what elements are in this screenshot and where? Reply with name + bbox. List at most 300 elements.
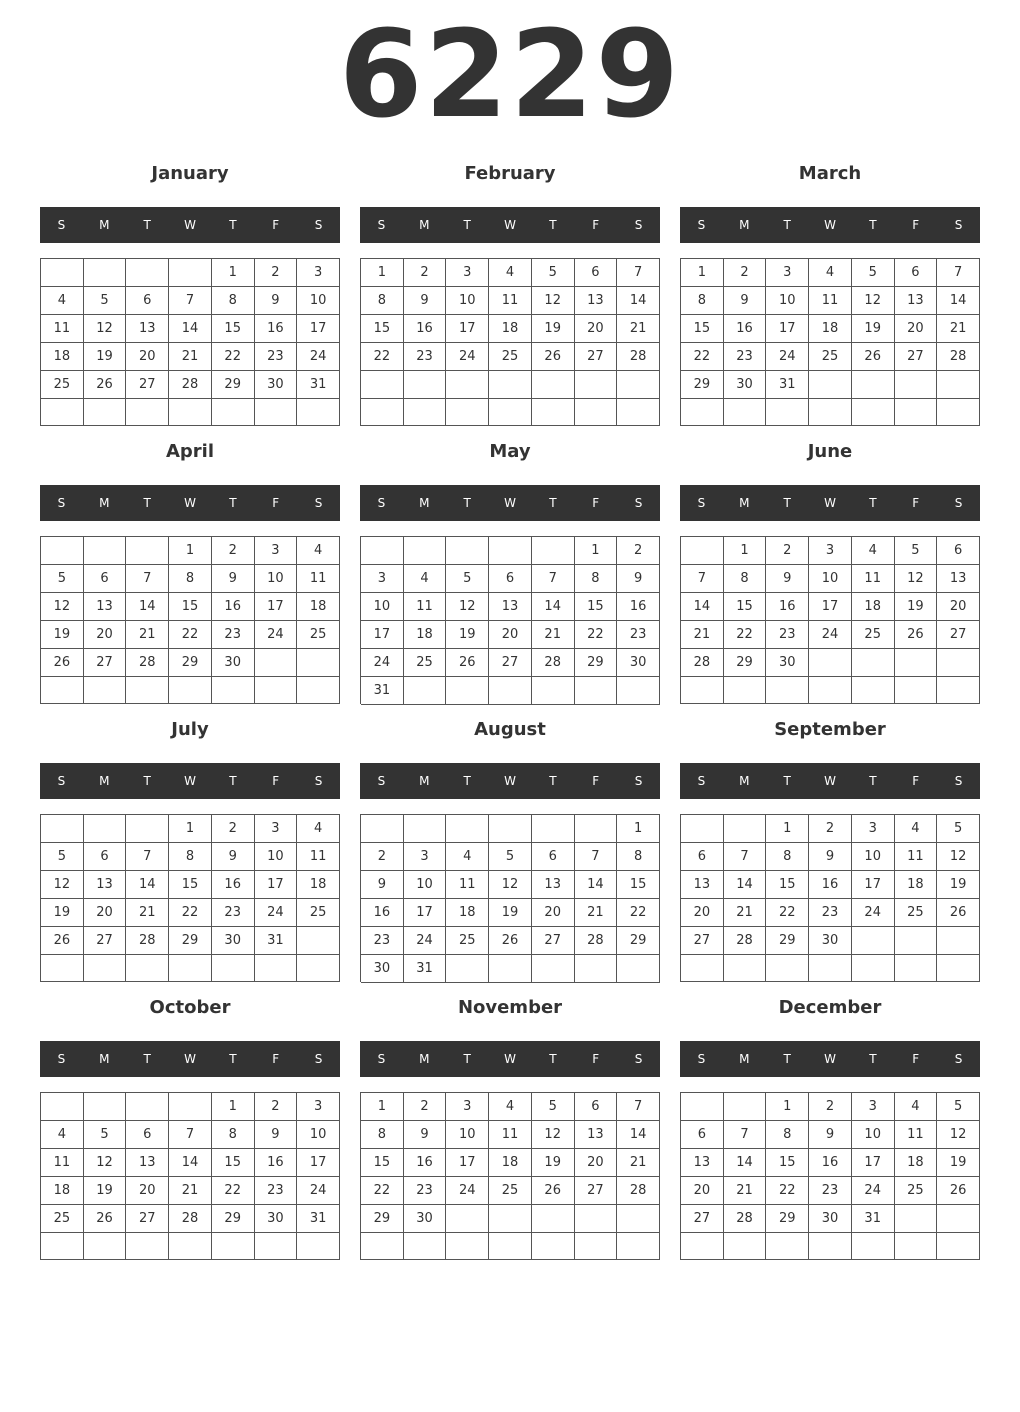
- day-cell: 11: [41, 1149, 84, 1177]
- day-cell: 7: [169, 287, 212, 315]
- empty-day-cell: [41, 677, 84, 704]
- empty-day-cell: [937, 1233, 980, 1260]
- day-cell: 23: [212, 621, 255, 649]
- day-cell: 12: [532, 1121, 575, 1149]
- day-cell: 31: [852, 1205, 895, 1233]
- day-cell: 19: [895, 593, 938, 621]
- weekday-label: F: [272, 218, 280, 232]
- day-cell: 30: [255, 371, 298, 399]
- weekday-label: T: [229, 218, 237, 232]
- day-cell: 14: [681, 593, 724, 621]
- weekday-label: W: [184, 774, 196, 788]
- weekday-header: [360, 1041, 660, 1077]
- day-cell: 18: [852, 593, 895, 621]
- day-cell: 19: [446, 621, 489, 649]
- day-cell: 8: [212, 1121, 255, 1149]
- empty-day-cell: [575, 677, 618, 705]
- day-cell: 12: [84, 315, 127, 343]
- weekday-header: [680, 485, 980, 521]
- weekday-label: T: [869, 1052, 877, 1066]
- weekday-label: W: [504, 774, 516, 788]
- weekday-label: W: [824, 218, 836, 232]
- empty-day-cell: [41, 955, 84, 982]
- day-cell: 9: [809, 843, 852, 871]
- day-cell: 10: [852, 1121, 895, 1149]
- day-cell: 22: [212, 343, 255, 371]
- empty-day-cell: [681, 677, 724, 704]
- day-cell: 1: [169, 537, 212, 565]
- weekday-label: W: [184, 1052, 196, 1066]
- day-cell: 12: [446, 593, 489, 621]
- day-cell: 29: [724, 649, 767, 677]
- weekday-label: T: [783, 218, 791, 232]
- day-cell: 23: [404, 343, 447, 371]
- weekday-label: T: [229, 774, 237, 788]
- day-cell: 8: [361, 1121, 404, 1149]
- day-cell: 17: [297, 315, 340, 343]
- weekday-header: [360, 485, 660, 521]
- empty-day-cell: [297, 677, 340, 704]
- empty-day-cell: [126, 815, 169, 843]
- day-cell: 18: [297, 871, 340, 899]
- day-cell: 27: [895, 343, 938, 371]
- empty-day-cell: [297, 927, 340, 955]
- day-cell: 14: [617, 1121, 660, 1149]
- weekday-label: S: [377, 218, 386, 232]
- weekday-label: T: [143, 1052, 151, 1066]
- day-cell: 28: [575, 927, 618, 955]
- day-cell: 18: [41, 1177, 84, 1205]
- empty-day-cell: [169, 259, 212, 287]
- empty-day-cell: [895, 649, 938, 677]
- day-cell: 13: [681, 871, 724, 899]
- empty-day-cell: [532, 955, 575, 983]
- weekday-label: M: [99, 218, 110, 232]
- weekday-label: F: [272, 774, 280, 788]
- day-cell: 25: [489, 1177, 532, 1205]
- empty-day-cell: [446, 399, 489, 427]
- weekday-label: S: [954, 218, 963, 232]
- day-cell: 19: [852, 315, 895, 343]
- empty-day-cell: [361, 537, 404, 565]
- day-cell: 26: [84, 1205, 127, 1233]
- weekday-label: F: [912, 218, 920, 232]
- day-cell: 24: [255, 899, 298, 927]
- day-cell: 8: [169, 565, 212, 593]
- empty-day-cell: [724, 1093, 767, 1121]
- day-cell: 3: [404, 843, 447, 871]
- day-cell: 25: [809, 343, 852, 371]
- empty-day-cell: [809, 649, 852, 677]
- weekday-label: S: [57, 496, 66, 510]
- day-cell: 29: [169, 649, 212, 677]
- day-cell: 18: [489, 315, 532, 343]
- day-cell: 18: [895, 1149, 938, 1177]
- day-cell: 9: [404, 287, 447, 315]
- day-cell: 15: [575, 593, 618, 621]
- day-cell: 28: [617, 343, 660, 371]
- day-cell: 13: [84, 871, 127, 899]
- day-cell: 11: [895, 843, 938, 871]
- day-cell: 16: [404, 315, 447, 343]
- day-cell: 14: [126, 593, 169, 621]
- empty-day-cell: [297, 399, 340, 426]
- empty-day-cell: [361, 371, 404, 399]
- day-cell: 5: [489, 843, 532, 871]
- weekday-label: M: [419, 496, 430, 510]
- day-cell: 14: [724, 1149, 767, 1177]
- empty-day-cell: [169, 955, 212, 982]
- day-grid: [360, 536, 660, 704]
- empty-day-cell: [681, 1093, 724, 1121]
- day-cell: 24: [404, 927, 447, 955]
- day-cell: 23: [212, 899, 255, 927]
- day-cell: 15: [766, 1149, 809, 1177]
- weekday-label: S: [954, 1052, 963, 1066]
- day-cell: 27: [126, 371, 169, 399]
- weekday-label: T: [869, 774, 877, 788]
- day-cell: 7: [724, 1121, 767, 1149]
- day-cell: 3: [852, 1093, 895, 1121]
- day-cell: 26: [446, 649, 489, 677]
- day-cell: 12: [489, 871, 532, 899]
- day-cell: 18: [895, 871, 938, 899]
- empty-day-cell: [297, 955, 340, 982]
- weekday-label: T: [549, 218, 557, 232]
- day-cell: 24: [446, 1177, 489, 1205]
- day-cell: 14: [724, 871, 767, 899]
- day-grid: [680, 814, 980, 982]
- day-cell: 17: [446, 1149, 489, 1177]
- empty-day-cell: [937, 1205, 980, 1233]
- day-cell: 20: [681, 1177, 724, 1205]
- empty-day-cell: [169, 677, 212, 704]
- empty-day-cell: [575, 1233, 618, 1260]
- day-cell: 8: [617, 843, 660, 871]
- weekday-label: T: [463, 1052, 471, 1066]
- weekday-label: T: [869, 496, 877, 510]
- day-grid: [40, 536, 340, 704]
- weekday-label: T: [783, 774, 791, 788]
- day-cell: 6: [126, 287, 169, 315]
- day-cell: 9: [212, 565, 255, 593]
- empty-day-cell: [575, 1205, 618, 1233]
- month-name: September: [774, 719, 886, 740]
- day-cell: 6: [84, 565, 127, 593]
- day-cell: 15: [766, 871, 809, 899]
- weekday-label: T: [869, 218, 877, 232]
- day-cell: 19: [489, 899, 532, 927]
- empty-day-cell: [361, 399, 404, 427]
- weekday-label: S: [634, 218, 643, 232]
- day-cell: 14: [169, 315, 212, 343]
- day-cell: 26: [489, 927, 532, 955]
- day-cell: 30: [617, 649, 660, 677]
- weekday-label: T: [549, 1052, 557, 1066]
- weekday-header: [680, 207, 980, 243]
- day-cell: 21: [126, 899, 169, 927]
- day-cell: 13: [489, 593, 532, 621]
- day-cell: 23: [255, 1177, 298, 1205]
- weekday-label: S: [314, 774, 323, 788]
- day-grid: [360, 814, 660, 982]
- day-cell: 26: [895, 621, 938, 649]
- day-cell: 20: [84, 621, 127, 649]
- day-cell: 9: [809, 1121, 852, 1149]
- day-cell: 13: [575, 1121, 618, 1149]
- month-name: April: [165, 441, 215, 462]
- empty-day-cell: [766, 1233, 809, 1260]
- weekday-label: M: [419, 774, 430, 788]
- weekday-label: S: [697, 218, 706, 232]
- day-cell: 4: [41, 1121, 84, 1149]
- day-cell: 9: [724, 287, 767, 315]
- day-cell: 19: [41, 621, 84, 649]
- weekday-label: T: [549, 496, 557, 510]
- day-grid: [680, 536, 980, 704]
- empty-day-cell: [84, 677, 127, 704]
- empty-day-cell: [532, 371, 575, 399]
- day-cell: 29: [575, 649, 618, 677]
- day-cell: 10: [297, 287, 340, 315]
- day-cell: 18: [297, 593, 340, 621]
- day-cell: 30: [724, 371, 767, 399]
- weekday-label: W: [504, 218, 516, 232]
- day-cell: 4: [809, 259, 852, 287]
- day-cell: 31: [404, 955, 447, 983]
- day-cell: 8: [766, 843, 809, 871]
- month-name: May: [489, 441, 531, 462]
- day-cell: 26: [937, 899, 980, 927]
- day-cell: 22: [617, 899, 660, 927]
- weekday-header: [680, 763, 980, 799]
- empty-day-cell: [617, 371, 660, 399]
- weekday-label: T: [783, 496, 791, 510]
- day-cell: 8: [361, 287, 404, 315]
- empty-day-cell: [84, 1233, 127, 1260]
- weekday-label: S: [697, 1052, 706, 1066]
- day-cell: 11: [41, 315, 84, 343]
- day-cell: 5: [41, 843, 84, 871]
- day-cell: 5: [84, 287, 127, 315]
- empty-day-cell: [724, 955, 767, 982]
- empty-day-cell: [404, 815, 447, 843]
- day-cell: 20: [937, 593, 980, 621]
- day-cell: 7: [617, 1093, 660, 1121]
- empty-day-cell: [532, 537, 575, 565]
- day-cell: 29: [169, 927, 212, 955]
- day-cell: 28: [532, 649, 575, 677]
- weekday-label: W: [184, 496, 196, 510]
- day-cell: 29: [361, 1205, 404, 1233]
- day-cell: 2: [809, 815, 852, 843]
- day-cell: 24: [852, 1177, 895, 1205]
- weekday-label: W: [824, 1052, 836, 1066]
- day-cell: 29: [766, 1205, 809, 1233]
- day-cell: 4: [446, 843, 489, 871]
- day-cell: 13: [532, 871, 575, 899]
- day-cell: 9: [255, 287, 298, 315]
- day-cell: 25: [489, 343, 532, 371]
- weekday-header: [360, 763, 660, 799]
- weekday-label: M: [739, 1052, 750, 1066]
- day-cell: 4: [895, 1093, 938, 1121]
- day-cell: 12: [84, 1149, 127, 1177]
- day-grid: [40, 258, 340, 426]
- empty-day-cell: [212, 1233, 255, 1260]
- empty-day-cell: [575, 815, 618, 843]
- empty-day-cell: [446, 955, 489, 983]
- day-cell: 3: [446, 259, 489, 287]
- day-cell: 16: [809, 871, 852, 899]
- day-cell: 24: [255, 621, 298, 649]
- day-cell: 7: [724, 843, 767, 871]
- day-cell: 31: [766, 371, 809, 399]
- day-cell: 13: [126, 1149, 169, 1177]
- day-cell: 25: [446, 927, 489, 955]
- day-cell: 21: [617, 315, 660, 343]
- empty-day-cell: [169, 399, 212, 426]
- empty-day-cell: [617, 955, 660, 983]
- day-cell: 28: [617, 1177, 660, 1205]
- day-cell: 24: [766, 343, 809, 371]
- day-cell: 28: [126, 649, 169, 677]
- day-cell: 21: [169, 343, 212, 371]
- empty-day-cell: [212, 955, 255, 982]
- day-cell: 2: [361, 843, 404, 871]
- day-cell: 10: [404, 871, 447, 899]
- empty-day-cell: [126, 259, 169, 287]
- empty-day-cell: [212, 399, 255, 426]
- day-cell: 6: [126, 1121, 169, 1149]
- day-cell: 28: [724, 1205, 767, 1233]
- weekday-label: F: [272, 496, 280, 510]
- empty-day-cell: [852, 927, 895, 955]
- empty-day-cell: [446, 1233, 489, 1260]
- day-cell: 13: [681, 1149, 724, 1177]
- empty-day-cell: [617, 1205, 660, 1233]
- weekday-label: T: [463, 774, 471, 788]
- day-cell: 1: [212, 1093, 255, 1121]
- day-cell: 9: [361, 871, 404, 899]
- day-cell: 25: [297, 621, 340, 649]
- day-cell: 25: [404, 649, 447, 677]
- day-cell: 9: [212, 843, 255, 871]
- empty-day-cell: [766, 677, 809, 704]
- weekday-header: [40, 1041, 340, 1077]
- day-cell: 21: [169, 1177, 212, 1205]
- empty-day-cell: [532, 815, 575, 843]
- day-cell: 17: [766, 315, 809, 343]
- month-name: August: [474, 719, 546, 740]
- empty-day-cell: [297, 1233, 340, 1260]
- day-cell: 11: [489, 287, 532, 315]
- day-cell: 9: [255, 1121, 298, 1149]
- day-cell: 13: [126, 315, 169, 343]
- day-cell: 10: [255, 843, 298, 871]
- empty-day-cell: [489, 537, 532, 565]
- day-cell: 26: [41, 927, 84, 955]
- day-cell: 5: [84, 1121, 127, 1149]
- day-cell: 2: [212, 537, 255, 565]
- day-cell: 5: [532, 1093, 575, 1121]
- weekday-label: W: [504, 1052, 516, 1066]
- day-cell: 10: [361, 593, 404, 621]
- empty-day-cell: [852, 649, 895, 677]
- day-cell: 26: [532, 1177, 575, 1205]
- weekday-header: [40, 763, 340, 799]
- empty-day-cell: [404, 371, 447, 399]
- day-cell: 15: [212, 1149, 255, 1177]
- empty-day-cell: [766, 955, 809, 982]
- day-cell: 21: [532, 621, 575, 649]
- empty-day-cell: [937, 371, 980, 399]
- day-cell: 21: [724, 899, 767, 927]
- day-cell: 5: [937, 815, 980, 843]
- day-cell: 30: [212, 927, 255, 955]
- empty-day-cell: [489, 1233, 532, 1260]
- day-cell: 28: [126, 927, 169, 955]
- day-cell: 5: [895, 537, 938, 565]
- empty-day-cell: [489, 955, 532, 983]
- empty-day-cell: [446, 371, 489, 399]
- day-cell: 22: [766, 899, 809, 927]
- day-cell: 15: [361, 315, 404, 343]
- empty-day-cell: [126, 399, 169, 426]
- day-cell: 3: [255, 815, 298, 843]
- weekday-label: F: [592, 1052, 600, 1066]
- day-cell: 25: [895, 1177, 938, 1205]
- day-cell: 30: [404, 1205, 447, 1233]
- day-cell: 17: [255, 593, 298, 621]
- day-cell: 29: [617, 927, 660, 955]
- day-cell: 22: [766, 1177, 809, 1205]
- weekday-header: [360, 207, 660, 243]
- empty-day-cell: [532, 677, 575, 705]
- day-cell: 9: [617, 565, 660, 593]
- weekday-label: M: [419, 1052, 430, 1066]
- empty-day-cell: [404, 677, 447, 705]
- day-cell: 8: [169, 843, 212, 871]
- day-cell: 20: [895, 315, 938, 343]
- day-cell: 28: [724, 927, 767, 955]
- day-cell: 12: [852, 287, 895, 315]
- day-cell: 18: [809, 315, 852, 343]
- day-cell: 3: [361, 565, 404, 593]
- day-cell: 11: [446, 871, 489, 899]
- day-cell: 30: [361, 955, 404, 983]
- day-cell: 24: [852, 899, 895, 927]
- day-cell: 5: [852, 259, 895, 287]
- day-cell: 1: [361, 259, 404, 287]
- day-cell: 2: [255, 1093, 298, 1121]
- day-cell: 27: [937, 621, 980, 649]
- day-cell: 25: [895, 899, 938, 927]
- day-cell: 21: [937, 315, 980, 343]
- day-cell: 20: [575, 315, 618, 343]
- day-cell: 28: [169, 1205, 212, 1233]
- day-cell: 10: [446, 1121, 489, 1149]
- day-cell: 26: [937, 1177, 980, 1205]
- empty-day-cell: [126, 537, 169, 565]
- day-cell: 28: [169, 371, 212, 399]
- day-cell: 12: [532, 287, 575, 315]
- day-cell: 7: [126, 565, 169, 593]
- empty-day-cell: [297, 649, 340, 677]
- weekday-label: M: [99, 774, 110, 788]
- day-cell: 7: [575, 843, 618, 871]
- day-cell: 14: [126, 871, 169, 899]
